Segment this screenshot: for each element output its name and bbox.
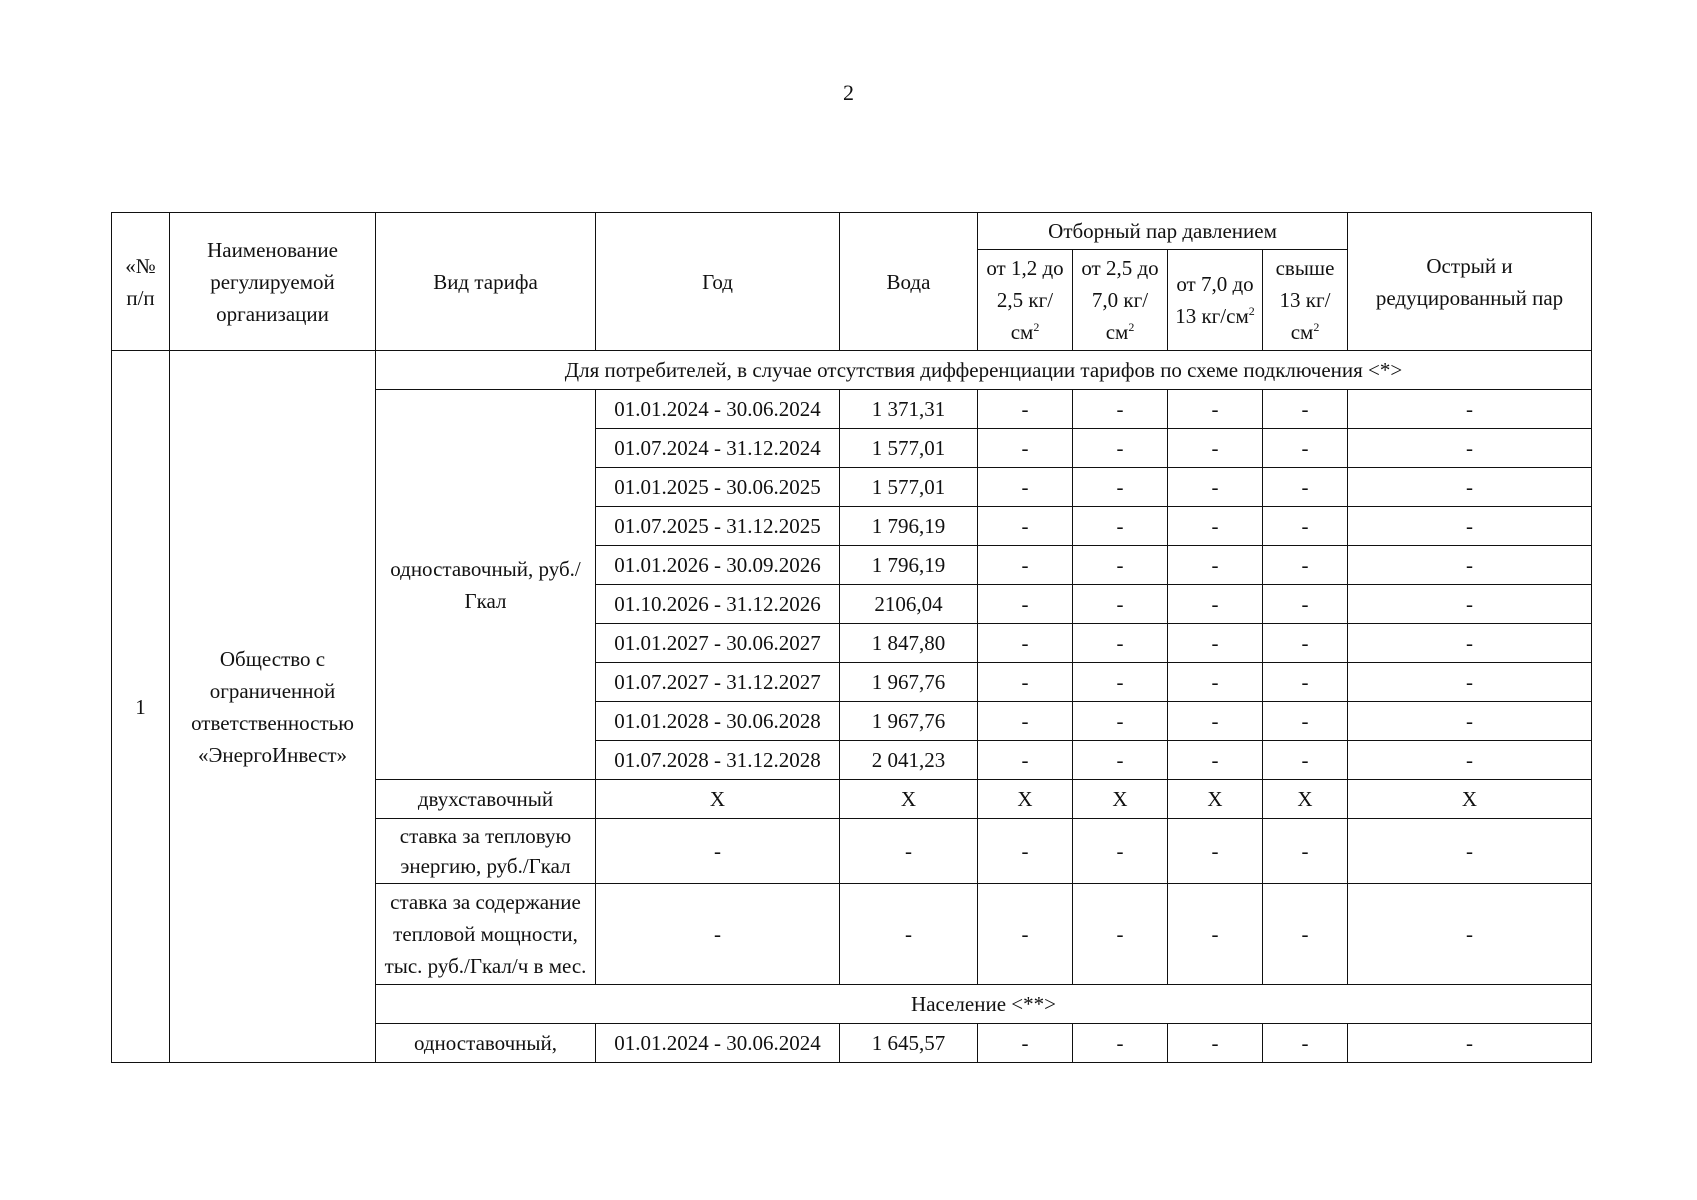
section-population: Население <**> bbox=[376, 985, 1592, 1024]
dash-cell: - bbox=[1168, 507, 1263, 546]
dash-cell: - bbox=[1263, 819, 1348, 884]
dash-cell: - bbox=[1263, 624, 1348, 663]
header-year: Год bbox=[596, 213, 840, 351]
dash-cell: - bbox=[840, 884, 978, 985]
water-cell: 1 847,80 bbox=[840, 624, 978, 663]
dash-cell: - bbox=[596, 819, 840, 884]
dash-cell: - bbox=[1348, 624, 1592, 663]
row-number: 1 bbox=[112, 351, 170, 1063]
dash-cell: - bbox=[1168, 1024, 1263, 1063]
dash-cell: - bbox=[1263, 390, 1348, 429]
organization-name: Общество с ограниченной ответственностью «ЭнергоИнвест» bbox=[170, 351, 376, 1063]
dash-cell: - bbox=[1073, 468, 1168, 507]
dash-cell: - bbox=[978, 468, 1073, 507]
header-steam-2: от 2,5 до 7,0 $кг/см^2$ bbox=[1073, 250, 1168, 351]
dash-cell: - bbox=[1168, 624, 1263, 663]
dash-cell: - bbox=[978, 585, 1073, 624]
dash-cell: - bbox=[1263, 585, 1348, 624]
dash-cell: - bbox=[1073, 663, 1168, 702]
water-cell: 1 577,01 bbox=[840, 429, 978, 468]
dash-cell: - bbox=[1263, 884, 1348, 985]
dash-cell: - bbox=[1348, 507, 1592, 546]
period-cell: 01.01.2024 - 30.06.2024 bbox=[596, 390, 840, 429]
period-cell: 01.07.2025 - 31.12.2025 bbox=[596, 507, 840, 546]
period-cell: 01.10.2026 - 31.12.2026 bbox=[596, 585, 840, 624]
period-cell: 01.01.2027 - 30.06.2027 bbox=[596, 624, 840, 663]
header-steam-group: Отборный пар давлением bbox=[978, 213, 1348, 250]
two-rate-label: двухставочный bbox=[376, 780, 596, 819]
dash-cell: - bbox=[1348, 702, 1592, 741]
period-cell: 01.01.2024 - 30.06.2024 bbox=[596, 1024, 840, 1063]
dash-cell: - bbox=[1168, 819, 1263, 884]
dash-cell: - bbox=[1263, 741, 1348, 780]
heat-rate-label: ставка за тепловую энергию, руб./Гкал bbox=[376, 819, 596, 884]
period-cell: 01.07.2028 - 31.12.2028 bbox=[596, 741, 840, 780]
dash-cell: - bbox=[1073, 546, 1168, 585]
header-org: Наименование регулируемой организации bbox=[170, 213, 376, 351]
dash-cell: - bbox=[1263, 663, 1348, 702]
dash-cell: - bbox=[1168, 741, 1263, 780]
dash-cell: - bbox=[1348, 1024, 1592, 1063]
water-cell: 1 796,19 bbox=[840, 507, 978, 546]
superscript: 2 bbox=[1248, 304, 1255, 318]
dash-cell: - bbox=[1263, 1024, 1348, 1063]
dash-cell: - bbox=[1263, 429, 1348, 468]
header-water: Вода bbox=[840, 213, 978, 351]
dash-cell: - bbox=[978, 819, 1073, 884]
dash-cell: - bbox=[978, 702, 1073, 741]
dash-cell: - bbox=[1168, 390, 1263, 429]
dash-cell: - bbox=[1073, 624, 1168, 663]
header-steam-3: от 7,0 до 13 $кг/см^2$ bbox=[1168, 250, 1263, 351]
superscript: 2 bbox=[1033, 320, 1040, 334]
dash-cell: - bbox=[1073, 1024, 1168, 1063]
header-tariff-type: Вид тарифа bbox=[376, 213, 596, 351]
dash-cell: - bbox=[1348, 546, 1592, 585]
x-mark-cell: X bbox=[1263, 780, 1348, 819]
dash-cell: - bbox=[978, 507, 1073, 546]
dash-cell: - bbox=[1073, 741, 1168, 780]
dash-cell: - bbox=[1348, 585, 1592, 624]
dash-cell: - bbox=[978, 546, 1073, 585]
water-cell: 2 041,23 bbox=[840, 741, 978, 780]
dash-cell: - bbox=[1168, 468, 1263, 507]
dash-cell: - bbox=[978, 429, 1073, 468]
dash-cell: - bbox=[1073, 702, 1168, 741]
single-rate-label: одноставочный, руб./Гкал bbox=[376, 390, 596, 780]
dash-cell: - bbox=[1168, 884, 1263, 985]
dash-cell: - bbox=[1073, 585, 1168, 624]
x-mark-cell: X bbox=[840, 780, 978, 819]
x-mark-cell: X bbox=[1073, 780, 1168, 819]
dash-cell: - bbox=[1348, 429, 1592, 468]
dash-cell: - bbox=[1073, 390, 1168, 429]
x-mark-cell: X bbox=[1348, 780, 1592, 819]
dash-cell: - bbox=[1168, 585, 1263, 624]
dash-cell: - bbox=[1348, 884, 1592, 985]
header-num: «№ п/п bbox=[112, 213, 170, 351]
header-row-1 bbox=[112, 213, 1592, 250]
dash-cell: - bbox=[978, 390, 1073, 429]
dash-cell: - bbox=[1348, 741, 1592, 780]
population-label: одноставочный, bbox=[376, 1024, 596, 1063]
dash-cell: - bbox=[1168, 546, 1263, 585]
dash-cell: - bbox=[1073, 429, 1168, 468]
dash-cell: - bbox=[1073, 819, 1168, 884]
x-mark-cell: X bbox=[596, 780, 840, 819]
dash-cell: - bbox=[978, 663, 1073, 702]
dash-cell: - bbox=[1348, 663, 1592, 702]
dash-cell: - bbox=[1168, 702, 1263, 741]
dash-cell: - bbox=[978, 741, 1073, 780]
water-cell: 1 967,76 bbox=[840, 663, 978, 702]
period-cell: 01.01.2026 - 30.09.2026 bbox=[596, 546, 840, 585]
section-consumers-row bbox=[112, 351, 1592, 390]
period-cell: 01.01.2028 - 30.06.2028 bbox=[596, 702, 840, 741]
period-cell: 01.07.2027 - 31.12.2027 bbox=[596, 663, 840, 702]
dash-cell: - bbox=[978, 884, 1073, 985]
water-cell: 2106,04 bbox=[840, 585, 978, 624]
x-mark-cell: X bbox=[978, 780, 1073, 819]
dash-cell: - bbox=[1263, 468, 1348, 507]
period-cell: 01.01.2025 - 30.06.2025 bbox=[596, 468, 840, 507]
water-cell: 1 577,01 bbox=[840, 468, 978, 507]
water-cell: 1 371,31 bbox=[840, 390, 978, 429]
dash-cell: - bbox=[1348, 390, 1592, 429]
water-cell: 1 645,57 bbox=[840, 1024, 978, 1063]
header-sharp-steam: Острый и редуцированный пар bbox=[1348, 213, 1592, 351]
dash-cell: - bbox=[1263, 546, 1348, 585]
dash-cell: - bbox=[1073, 884, 1168, 985]
section-consumers: Для потребителей, в случае отсутствия дифференциации тарифов по схеме подключения <*> bbox=[376, 351, 1592, 390]
water-cell: 1 967,76 bbox=[840, 702, 978, 741]
dash-cell: - bbox=[1168, 663, 1263, 702]
header-steam-1: от 1,2 до 2,5 $кг/см^2$ bbox=[978, 250, 1073, 351]
dash-cell: - bbox=[1073, 507, 1168, 546]
page-number: 2 bbox=[843, 80, 854, 105]
superscript: 2 bbox=[1128, 320, 1135, 334]
dash-cell: - bbox=[596, 884, 840, 985]
dash-cell: - bbox=[1263, 507, 1348, 546]
capacity-rate-label: ставка за содержание тепловой мощности, тыс. руб./Гкал/ч в мес. bbox=[376, 884, 596, 985]
dash-cell: - bbox=[1348, 819, 1592, 884]
dash-cell: - bbox=[978, 624, 1073, 663]
period-cell: 01.07.2024 - 31.12.2024 bbox=[596, 429, 840, 468]
tariff-table bbox=[111, 212, 1592, 1063]
dash-cell: - bbox=[840, 819, 978, 884]
superscript: 2 bbox=[1313, 320, 1320, 334]
dash-cell: - bbox=[978, 1024, 1073, 1063]
dash-cell: - bbox=[1348, 468, 1592, 507]
water-cell: 1 796,19 bbox=[840, 546, 978, 585]
dash-cell: - bbox=[1263, 702, 1348, 741]
header-steam-4: свыше 13 $кг/см^2$ bbox=[1263, 250, 1348, 351]
dash-cell: - bbox=[1168, 429, 1263, 468]
x-mark-cell: X bbox=[1168, 780, 1263, 819]
